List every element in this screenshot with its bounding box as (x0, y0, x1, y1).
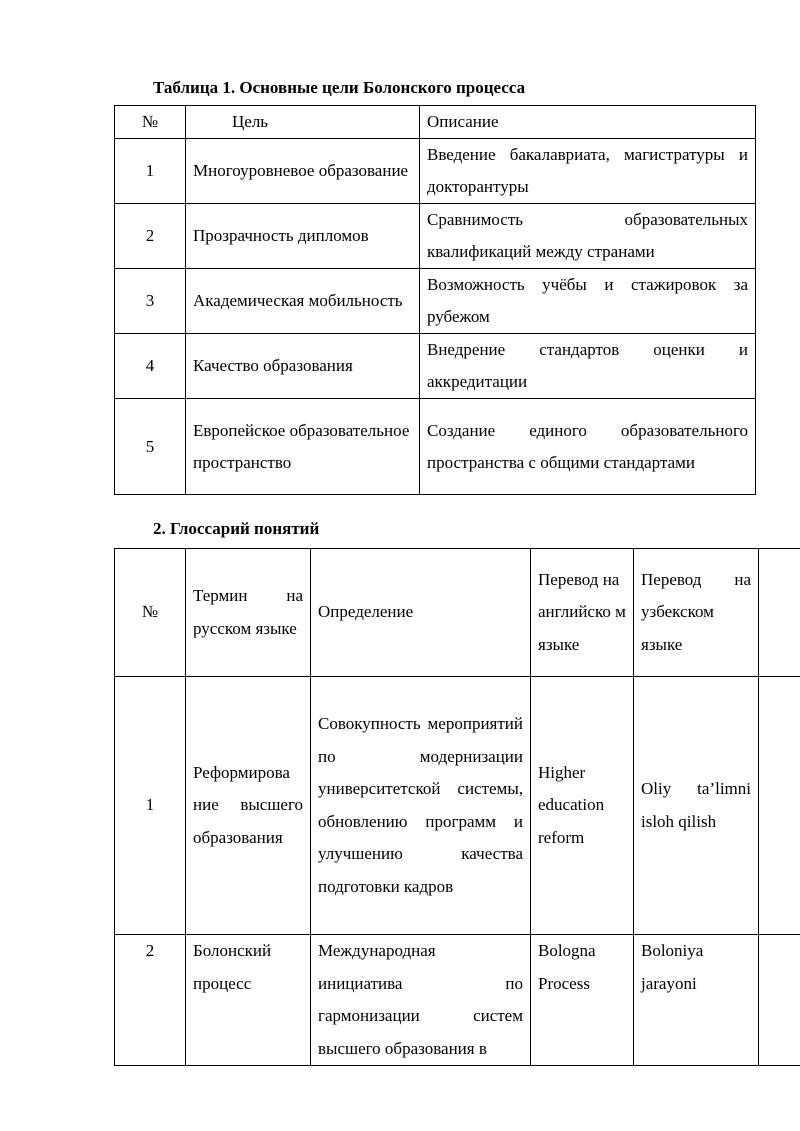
row-num: 2 (115, 204, 186, 269)
glossary-header-definition: Определение (311, 549, 531, 677)
row-description: Введение бакалавриата, магистратуры и докторантуры (420, 139, 756, 204)
row-num: 4 (115, 334, 186, 399)
row-description: Возможность учёбы и стажировок за рубежом (420, 269, 756, 334)
glossary-row-definition: Международная инициатива по гармонизации систем высшего образования в (311, 935, 531, 1066)
glossary-row (115, 935, 800, 1066)
row-num: 3 (115, 269, 186, 334)
glossary-extra-column (759, 549, 800, 677)
row-description: Сравнимость образовательных квалификаций между странами (420, 204, 756, 269)
glossary-row-uzbek: Boloniya jarayoni (634, 935, 759, 1066)
glossary-row-english: Bologna Process (531, 935, 634, 1066)
glossary-table (114, 548, 800, 1066)
glossary-title: 2. Глоссарий понятий (153, 519, 320, 538)
glossary-extra-column (759, 677, 800, 935)
glossary-row-english: Higher education reform (531, 677, 634, 935)
glossary-header-english: Перевод на английско м языке (531, 549, 634, 677)
glossary-header-term: Термин на русском языке (186, 549, 311, 677)
glossary-row-term: Болонский процесс (186, 935, 311, 1066)
glossary-row (115, 677, 800, 935)
glossary-row-definition: Совокупность мероприятий по модернизации университетской системы, обновлению программ и улучшению качества подготовки кадров (311, 677, 531, 935)
table-row (115, 139, 756, 204)
table-header-row (115, 106, 756, 139)
row-goal: Многоуровневое образование (186, 139, 420, 204)
header-description: Описание (420, 106, 756, 139)
glossary-extra-column (759, 935, 800, 1066)
row-goal: Академическая мобильность (186, 269, 420, 334)
row-goal: Прозрачность дипломов (186, 204, 420, 269)
glossary-header-row (115, 549, 800, 677)
glossary-row-num: 1 (115, 677, 186, 935)
row-description: Внедрение стандартов оценки и аккредитации (420, 334, 756, 399)
header-num: № (115, 106, 186, 139)
table-row (115, 334, 756, 399)
header-goal: Цель (186, 106, 420, 139)
row-goal: Европейское образовательное пространство (186, 399, 420, 495)
row-num: 5 (115, 399, 186, 495)
table-row (115, 269, 756, 334)
glossary-row-uzbek: Oliy ta’limni isloh qilish (634, 677, 759, 935)
row-description: Создание единого образовательного пространства с общими стандартами (420, 399, 756, 495)
goals-table (114, 105, 756, 495)
row-num: 1 (115, 139, 186, 204)
glossary-row-num: 2 (115, 935, 186, 1066)
glossary-row-term: Реформирова ние высшего образования (186, 677, 311, 935)
row-goal: Качество образования (186, 334, 420, 399)
glossary-header-num: № (115, 549, 186, 677)
table1-title: Таблица 1. Основные цели Болонского процесса (153, 78, 526, 97)
table-row (115, 204, 756, 269)
glossary-header-uzbek: Перевод на узбекском языке (634, 549, 759, 677)
table-row (115, 399, 756, 495)
